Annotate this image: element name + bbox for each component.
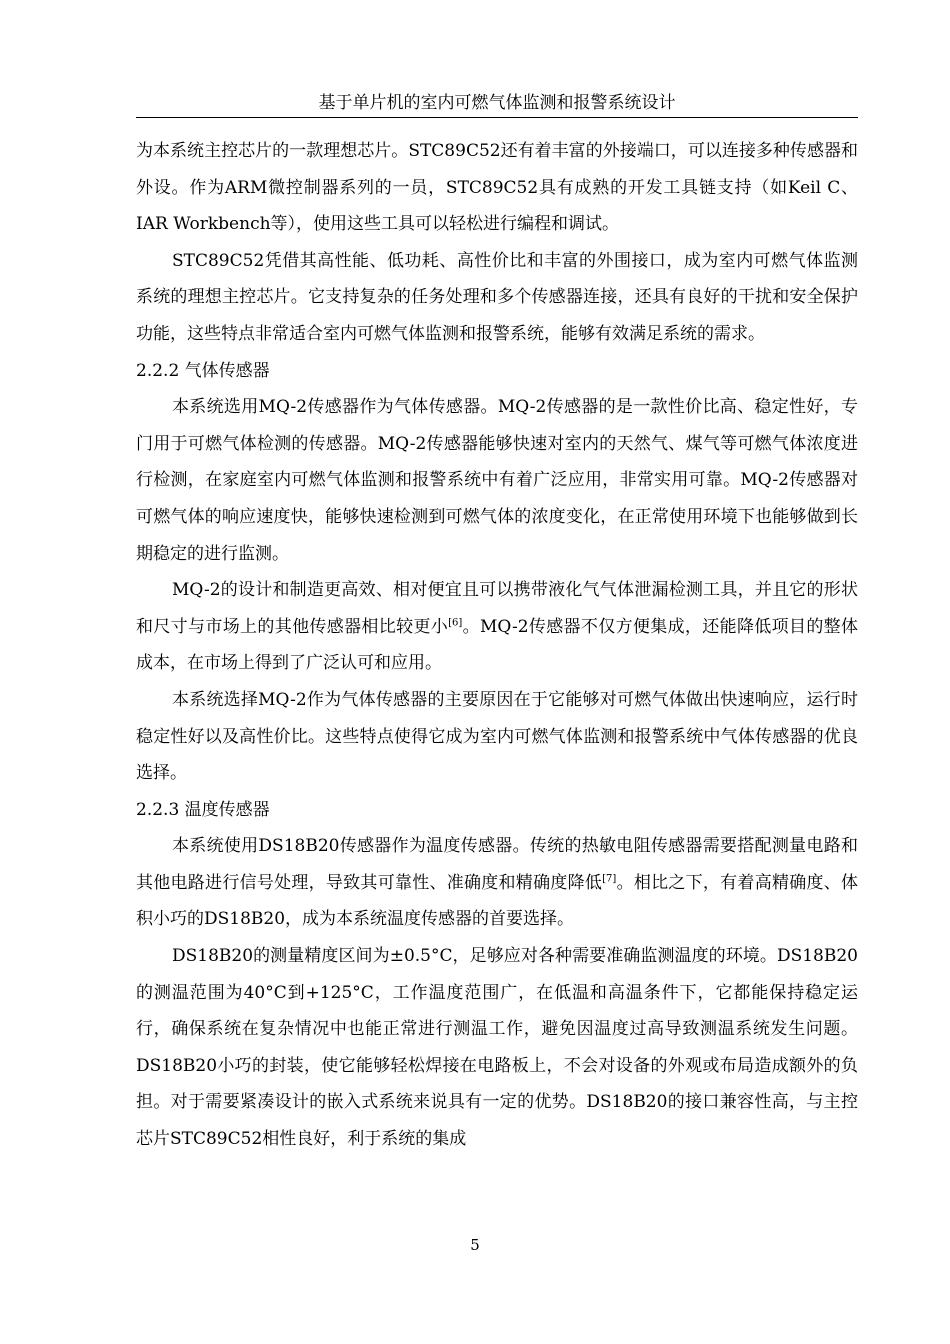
section-heading-2-2-3: 2.2.3 温度传感器 xyxy=(136,799,270,820)
paragraph-text: 。相比之下，有着高精确度、体积小巧的DS18B20，成为本系统温度传感器的首要选择。 xyxy=(136,872,859,930)
section-heading-2-2-2: 2.2.2 气体传感器 xyxy=(136,360,270,381)
page-number: 5 xyxy=(470,1236,480,1254)
paragraph-stc89c52-summary: STC89C52凭借其高性能、低功耗、高性价比和丰富的外围接口，成为室内可燃气体监测系统的理想主控芯片。它支持复杂的任务处理和多个传感器连接，还具有良好的干扰和安全保护功能，这些特点非常适合室内可燃气体监测和报警系统，能够有效满足系统的需求。 xyxy=(136,250,858,344)
paragraph-text: 。MQ-2传感器不仅方便集成，还能降低项目的整体成本，在市场上得到了广泛认可和应用。 xyxy=(136,616,858,674)
running-title: 基于单片机的室内可燃气体监测和报警系统设计 xyxy=(318,93,676,113)
paragraph-mq2-intro: 本系统选用MQ-2传感器作为气体传感器。MQ-2传感器的是一款性价比高、稳定性好，专门用于可燃气体检测的传感器。MQ-2传感器能够快速对室内的天然气、煤气等可燃气体浓度进行检测，在家庭室内可燃气体监测和报警系统中有着广泛应用，非常实用可靠。MQ-2传感器对可燃气体的响应速度快，能够快速检测到可燃气体的浓度变化，在正常使用环境下也能够做到长期稳定的进行监测。 xyxy=(136,397,858,564)
paragraph-mq2-reason: 本系统选择MQ-2作为气体传感器的主要原因在于它能够对可燃气体做出快速响应，运行时稳定性好以及高性价比。这些特点使得它成为室内可燃气体监测和报警系统中气体传感器的优良选择。 xyxy=(136,689,858,784)
paragraph-ds18b20-intro xyxy=(136,828,858,938)
paragraph-text: MQ-2的设计和制造更高效、相对便宜且可以携带液化气气体泄漏检测工具，并且它的形状和尺寸与市场上的其他传感器相比较更小 xyxy=(136,580,858,637)
body-text xyxy=(136,133,858,1158)
citation-ref-7: [7] xyxy=(602,873,617,885)
paragraph-mq2-design xyxy=(136,572,858,682)
citation-ref-6: [6] xyxy=(448,617,463,629)
paragraph-continued: 为本系统主控芯片的一款理想芯片。STC89C52还有着丰富的外接端口，可以连接多种传感器和外设。作为ARM微控制器系列的一员，STC89C52具有成熟的开发工具链支持（如Keil C、IAR Workbench等），使用这些工具可以轻松进行编程和调试。 xyxy=(136,141,858,235)
paragraph-ds18b20-specs: DS18B20的测量精度区间为±0.5°C，足够应对各种需要准确监测温度的环境。DS18B20的测温范围为40°C到+125°C，工作温度范围广，在低温和高温条件下，它都能保持稳定运行，确保系统在复杂情况中也能正常进行测温工作，避免因温度过高导致测温系统发生问题。DS18B20小巧的封装，使它能够轻松焊接在电路板上，不会对设备的外观或布局造成额外的负担。对于需要紧凑设计的嵌入式系统来说具有一定的优势。DS18B20的接口兼容性高，与主控芯片STC89C52相性良好，利于系统的集成 xyxy=(136,946,858,1150)
header-divider xyxy=(136,117,858,118)
paragraph-text: 本系统使用DS18B20传感器作为温度传感器。传统的热敏电阻传感器需要搭配测量电路和其他电路进行信号处理，导致其可靠性、准确度和精确度降低 xyxy=(136,836,858,893)
